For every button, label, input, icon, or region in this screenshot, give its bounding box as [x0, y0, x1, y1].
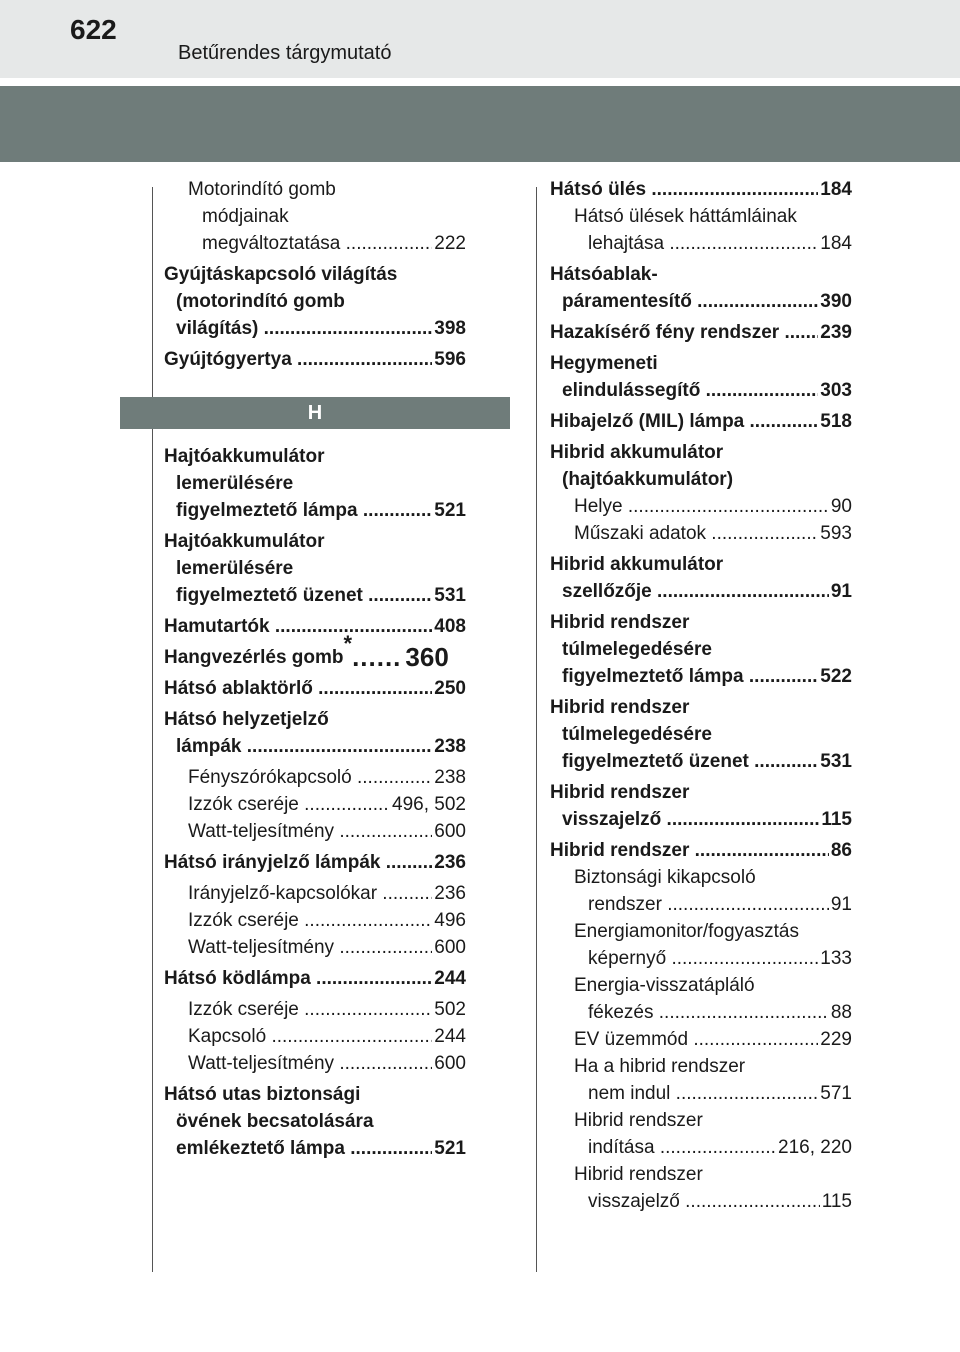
entry-term: Fényszórókapcsoló ..... — [188, 764, 432, 791]
entry-term: túlmelegedésére — [562, 724, 712, 745]
index-entry — [550, 319, 852, 346]
index-entry — [550, 1161, 852, 1215]
entry-term: Hátsó ködlámpa ..... — [164, 965, 432, 992]
page-reference: 600 — [434, 1053, 466, 1074]
index-entry — [550, 972, 852, 1026]
entry-term: emlékeztető lámpa ..... — [176, 1135, 432, 1162]
index-entry — [550, 408, 852, 435]
entry-term: fékezés ..... — [588, 999, 829, 1026]
page-reference: 216, 220 — [778, 1137, 852, 1158]
entry-term: EV üzemmód ..... — [574, 1026, 818, 1053]
index-entry — [550, 439, 852, 493]
entry-term: lámpák ..... — [176, 733, 432, 760]
column-divider-left — [152, 187, 153, 1272]
index-entry — [164, 791, 466, 818]
index-entry — [164, 880, 466, 907]
entry-term: Gyújtógyertya ..... — [164, 346, 432, 373]
entries-after-h — [164, 443, 466, 1162]
index-entry — [550, 520, 852, 547]
index-entry — [550, 609, 852, 690]
page-reference: 184 — [820, 233, 852, 254]
entry-term: Watt-teljesítmény ..... — [188, 934, 432, 961]
entry-term: túlmelegedésére — [562, 639, 712, 660]
entry-term: Hibrid akkumulátor — [550, 442, 724, 463]
entry-term: rendszer ..... — [588, 891, 829, 918]
index-column-right — [550, 176, 852, 1215]
entry-term: Hibrid rendszer — [550, 697, 690, 718]
entry-term: Hátsó utas biztonsági — [164, 1084, 361, 1105]
page-reference: 238 — [434, 736, 466, 757]
entry-term: Watt-teljesítmény ..... — [188, 818, 432, 845]
entry-term: képernyő ..... — [588, 945, 818, 972]
page-reference: 571 — [820, 1083, 852, 1104]
page-reference: 390 — [820, 291, 852, 312]
page-reference: 496, 502 — [392, 794, 466, 815]
entry-term: Hátsó irányjelző lámpák ..... — [164, 849, 432, 876]
entry-term: Izzók cseréje ..... — [188, 907, 432, 934]
entry-term: szellőzője ..... — [562, 578, 829, 605]
index-entry — [550, 1026, 852, 1053]
index-entry — [550, 350, 852, 404]
entry-term: Watt-teljesítmény ..... — [188, 1050, 432, 1077]
index-entry — [164, 764, 466, 791]
header-strip — [0, 0, 960, 78]
page-reference: 115 — [821, 809, 852, 830]
entry-term: Hibrid rendszer — [550, 612, 690, 633]
entry-term: módjainak — [202, 206, 289, 227]
section-title: Betűrendes tárgymutató — [178, 42, 392, 64]
index-entry — [550, 551, 852, 605]
index-entry — [164, 849, 466, 876]
index-entry — [164, 675, 466, 702]
entry-term: nem indul ..... — [588, 1080, 818, 1107]
entry-term: Hazakísérő fény rendszer ..... — [550, 319, 818, 346]
page-reference: 244 — [434, 1026, 466, 1047]
entry-term: Hátsóablak- — [550, 264, 658, 285]
page-reference: 593 — [820, 523, 852, 544]
entry-term: Irányjelző-kapcsolókar ..... — [188, 880, 432, 907]
index-entry — [164, 907, 466, 934]
entry-term: Hajtóakkumulátor — [164, 446, 325, 467]
index-entry — [164, 631, 466, 672]
index-entry — [164, 261, 466, 342]
index-entry — [164, 706, 466, 760]
entry-term: visszajelző ..... — [562, 806, 819, 833]
entry-term: Hátsó helyzetjelző — [164, 709, 329, 730]
index-entry — [164, 996, 466, 1023]
entry-term: Hangvezérlés gomb — [164, 647, 344, 668]
entry-term: figyelmeztető lámpa ..... — [176, 497, 432, 524]
entry-term: megváltoztatása ..... — [202, 230, 432, 257]
entry-term: Izzók cseréje ..... — [188, 996, 432, 1023]
page-number: 622 — [70, 14, 117, 45]
entry-term: Hátsó ülések háttámláinak — [574, 206, 797, 227]
index-entry — [164, 613, 466, 640]
entry-term: Energiamonitor/fogyasztás — [574, 921, 799, 942]
page-reference: 229 — [820, 1029, 852, 1050]
page-reference: 531 — [820, 751, 852, 772]
entry-term: lemerülésére — [176, 473, 294, 494]
entry-term: övének becsatolására — [176, 1111, 374, 1132]
header-band — [0, 86, 960, 162]
entry-term: Hibrid rendszer — [550, 782, 690, 803]
entry-term: Gyújtáskapcsoló világítás — [164, 264, 398, 285]
entry-term: Hibrid rendszer ..... — [550, 837, 829, 864]
index-entry — [164, 443, 466, 524]
page-reference: 91 — [830, 894, 852, 915]
entry-term: Hátsó ablaktörlő ..... — [164, 675, 432, 702]
entry-term: elindulássegítő ..... — [562, 377, 818, 404]
entry-term: Hibrid rendszer — [574, 1164, 703, 1185]
page-reference: 88 — [830, 1002, 852, 1023]
entry-term: Hegymeneti — [550, 353, 658, 374]
entry-term: indítása ..... — [588, 1134, 776, 1161]
index-entry — [550, 493, 852, 520]
index-entry — [164, 346, 466, 373]
entry-term: Ha a hibrid rendszer — [574, 1056, 746, 1077]
index-letter-bar: H — [120, 397, 510, 429]
entry-term: (hajtóakkumulátor) — [562, 469, 734, 490]
index-entry — [164, 176, 466, 257]
index-entry — [164, 1081, 466, 1162]
page-reference: 244 — [434, 968, 466, 989]
page-reference: 236 — [434, 883, 466, 904]
page-reference: 502 — [434, 999, 466, 1020]
entry-term: visszajelző ..... — [588, 1188, 820, 1215]
page-reference: 496 — [434, 910, 466, 931]
entry-term: Műszaki adatok ..... — [574, 520, 818, 547]
page-reference: 238 — [434, 767, 466, 788]
index-entry — [550, 694, 852, 775]
index-entry — [550, 864, 852, 918]
entry-term: Hátsó ülés ..... — [550, 176, 818, 203]
entry-term: lehajtása ..... — [588, 230, 818, 257]
entries-before-h — [164, 176, 466, 373]
page-reference: 596 — [434, 349, 466, 370]
page-reference: 184 — [820, 179, 852, 200]
entry-term: páramentesítő ..... — [562, 288, 818, 315]
index-entry — [550, 176, 852, 203]
index-entry — [550, 261, 852, 315]
entry-term: figyelmeztető üzenet ..... — [176, 582, 432, 609]
page-reference: 398 — [434, 318, 466, 339]
index-entry — [164, 818, 466, 845]
entry-term: Hajtóakkumulátor — [164, 531, 325, 552]
entry-term: figyelmeztető lámpa ..... — [562, 663, 818, 690]
page-reference: 133 — [820, 948, 852, 969]
entry-term: Motorindító gomb — [188, 179, 336, 200]
page-reference: 600 — [434, 821, 466, 842]
column-divider-middle — [536, 187, 537, 1272]
index-entry — [550, 1053, 852, 1107]
index-entry — [164, 1023, 466, 1050]
page-reference: 303 — [820, 380, 852, 401]
index-entry — [164, 1050, 466, 1077]
page-reference: 236 — [434, 852, 466, 873]
page-reference: 521 — [434, 500, 466, 521]
index-entry — [550, 1107, 852, 1161]
page-reference: 521 — [434, 1138, 466, 1159]
leader-dots: ...... — [352, 642, 402, 672]
index-column-left — [164, 176, 466, 1166]
page-reference: 91 — [830, 581, 852, 602]
entry-term: Kapcsoló ..... — [188, 1023, 432, 1050]
page-reference: 518 — [820, 411, 852, 432]
entry-term: Biztonsági kikapcsoló — [574, 867, 756, 888]
entry-term: Hibajelző (MIL) lámpa ..... — [550, 408, 818, 435]
page-reference: 522 — [820, 666, 852, 687]
index-entry — [550, 918, 852, 972]
page-reference: 531 — [434, 585, 466, 606]
page-reference: 360 — [405, 642, 449, 672]
index-entry — [164, 934, 466, 961]
entry-term: Hamutartók ..... — [164, 613, 432, 640]
index-entry — [550, 779, 852, 833]
page-reference: 408 — [434, 616, 466, 637]
entry-term: Hibrid rendszer — [574, 1110, 703, 1131]
entry-term: Energia-visszatápláló — [574, 975, 755, 996]
entry-term: lemerülésére — [176, 558, 294, 579]
page-reference: 222 — [434, 233, 466, 254]
entry-term: (motorindító gomb — [176, 291, 345, 312]
entry-term: figyelmeztető üzenet ..... — [562, 748, 818, 775]
entry-term: Hibrid akkumulátor — [550, 554, 724, 575]
page-reference: 86 — [830, 840, 852, 861]
page-reference: 90 — [830, 496, 852, 517]
page-reference: 115 — [821, 1191, 852, 1212]
entry-term: világítás) ..... — [176, 315, 432, 342]
index-entry — [164, 965, 466, 992]
page-reference: 239 — [820, 322, 852, 343]
footnote-star: * — [343, 631, 353, 656]
page-reference: 250 — [434, 678, 466, 699]
index-entry — [550, 203, 852, 257]
entry-term: Izzók cseréje ..... — [188, 791, 390, 818]
entry-term: Helye ..... — [574, 493, 829, 520]
index-entry — [164, 528, 466, 609]
index-entry — [550, 837, 852, 864]
entries-right — [550, 176, 852, 1215]
page-reference: 600 — [434, 937, 466, 958]
